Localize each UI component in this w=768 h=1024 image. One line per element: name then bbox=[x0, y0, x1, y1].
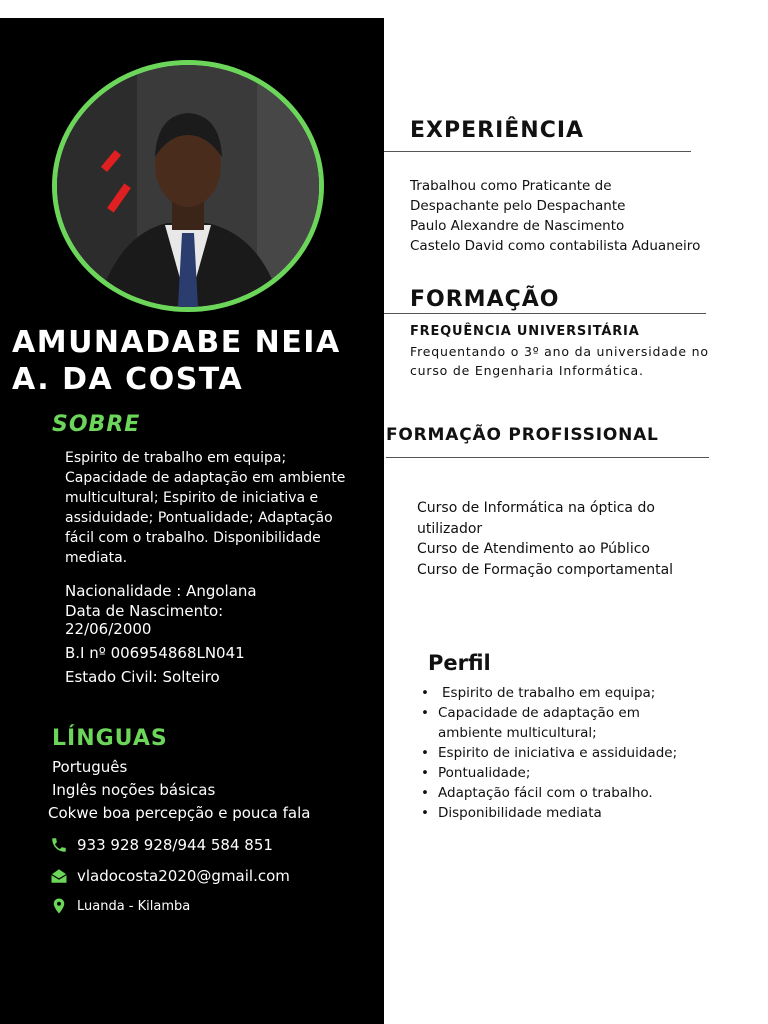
profile-photo bbox=[52, 60, 324, 312]
nationality: Nacionalidade : Angolana bbox=[65, 582, 257, 600]
list-item: • Pontualidade; bbox=[408, 763, 708, 783]
portrait-image bbox=[57, 65, 319, 307]
language-item: Cokwe boa percepção e pouca fala bbox=[48, 804, 311, 822]
birth-label: Data de Nascimento: bbox=[65, 602, 224, 620]
list-item: utilizador bbox=[417, 520, 483, 537]
courses-list bbox=[417, 498, 673, 580]
divider bbox=[384, 151, 691, 152]
text-line: Frequentando o 3º ano da universidade no bbox=[410, 344, 709, 359]
text-line: Paulo Alexandre de Nascimento bbox=[410, 218, 625, 234]
name-line-2: A. DA COSTA bbox=[12, 362, 244, 397]
main-content bbox=[384, 0, 768, 1024]
sidebar bbox=[0, 18, 384, 1024]
language-item: Português bbox=[52, 758, 128, 776]
full-name bbox=[12, 324, 341, 398]
text-line: curso de Engenharia Informática. bbox=[410, 363, 644, 378]
envelope-open-icon bbox=[50, 867, 68, 885]
experiencia-heading: EXPERIÊNCIA bbox=[410, 118, 585, 143]
text-line: Trabalhou como Praticante de bbox=[410, 178, 612, 194]
list-item: • Adaptação fácil com o trabalho. bbox=[408, 783, 708, 803]
text-line: Despachante pelo Despachante bbox=[410, 198, 626, 214]
formacao-text bbox=[410, 342, 750, 380]
sobre-heading: SOBRE bbox=[52, 412, 141, 437]
formacao-profissional-heading: FORMAÇÃO PROFISSIONAL bbox=[386, 425, 659, 445]
location-pin-icon bbox=[50, 897, 68, 915]
list-item: Curso de Atendimento ao Público bbox=[417, 541, 650, 557]
list-item: • Espirito de trabalho em equipa; bbox=[408, 683, 708, 703]
phone-icon bbox=[50, 836, 68, 854]
list-item: Curso de Formação comportamental bbox=[417, 561, 674, 578]
civil-status: Estado Civil: Solteiro bbox=[65, 668, 220, 686]
experiencia-text bbox=[410, 176, 700, 256]
language-item: Inglês noções básicas bbox=[52, 781, 216, 799]
formacao-heading: FORMAÇÃO bbox=[410, 287, 560, 312]
contact-location bbox=[50, 897, 190, 915]
contact-phone bbox=[50, 836, 273, 854]
location-text: Luanda - Kilamba bbox=[77, 898, 191, 914]
email-address[interactable]: vladocosta2020@gmail.com bbox=[77, 867, 290, 885]
name-line-1: AMUNADABE NEIA bbox=[12, 325, 341, 360]
languages-list bbox=[48, 756, 310, 825]
divider bbox=[384, 313, 706, 314]
formacao-subheading: FREQUÊNCIA UNIVERSITÁRIA bbox=[410, 324, 640, 339]
sobre-text: Espirito de trabalho em equipa; Capacidade de adaptação em ambiente multicultural; Espirito de iniciativa e assiduidade; Pontualidade; Adaptação fácil com o trabalho. Disponibilidade mediata. bbox=[65, 450, 346, 566]
list-item: • Capacidade de adaptação em ambiente multicultural; bbox=[408, 703, 708, 743]
phone-number: 933 928 928/944 584 851 bbox=[77, 836, 273, 854]
list-item: Curso de Informática na óptica do bbox=[417, 500, 655, 516]
personal-info bbox=[65, 582, 365, 688]
contact-email bbox=[50, 867, 290, 885]
perfil-list bbox=[408, 683, 708, 823]
list-item: • Espirito de iniciativa e assiduidade; bbox=[408, 743, 708, 763]
birth-date: 22/06/2000 bbox=[65, 620, 152, 638]
linguas-heading: LÍNGUAS bbox=[52, 726, 168, 751]
id-number: B.I nº 006954868LN041 bbox=[65, 644, 245, 662]
divider bbox=[386, 457, 709, 458]
text-line: Castelo David como contabilista Aduaneiro bbox=[410, 238, 701, 254]
list-item: • Disponibilidade mediata bbox=[408, 803, 708, 823]
perfil-heading: Perfil bbox=[428, 651, 491, 675]
